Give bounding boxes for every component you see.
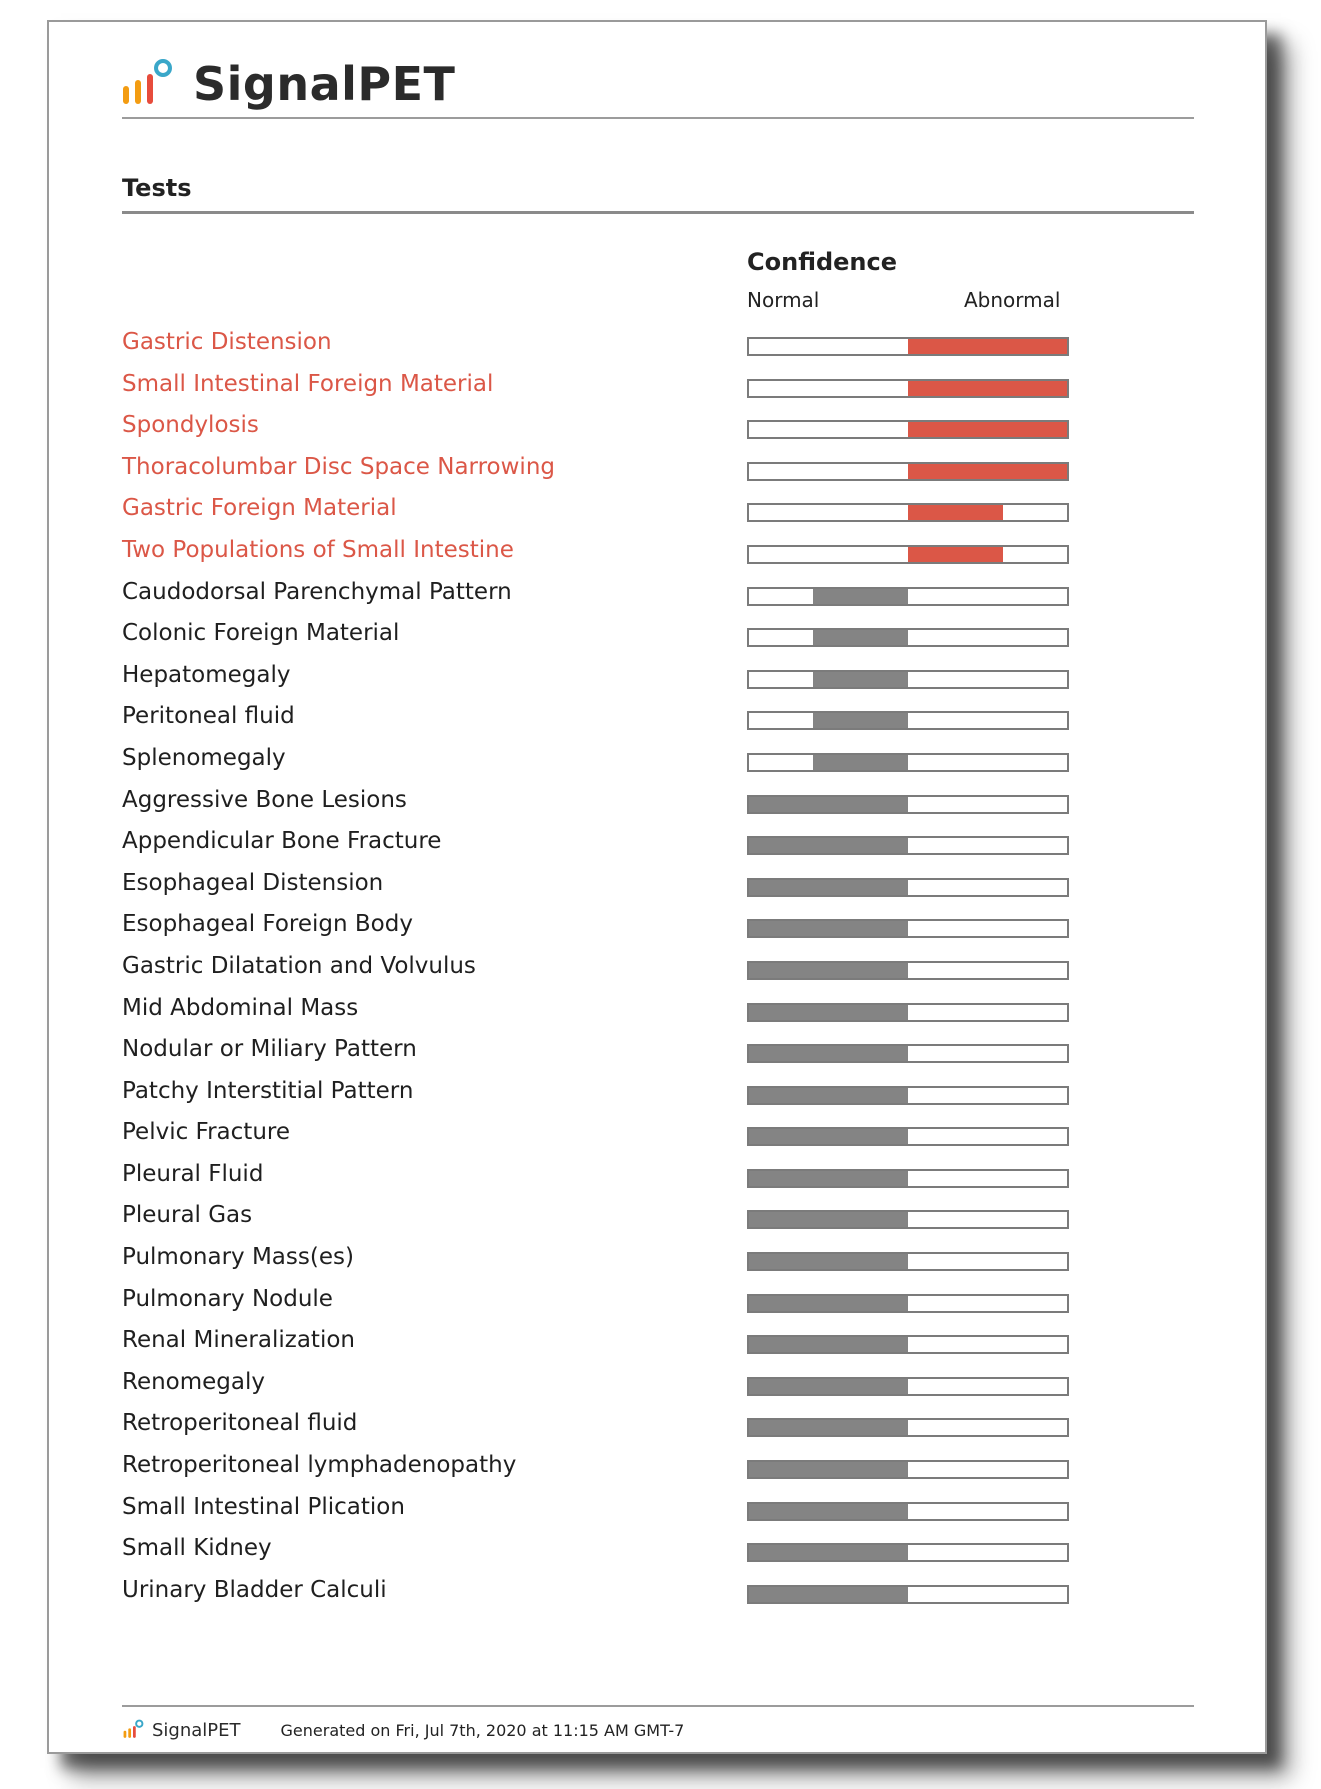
test-name: Spondylosis [122,412,259,439]
section-divider [122,211,1194,214]
confidence-bar-fill [908,505,1003,520]
test-row [122,993,1122,1035]
test-row [122,1325,1122,1367]
confidence-bar-fill [749,1212,908,1227]
test-name: Splenomegaly [122,744,286,771]
confidence-bar [747,1294,1069,1313]
test-name: Renomegaly [122,1368,265,1395]
test-name: Patchy Interstitial Pattern [122,1077,414,1104]
confidence-bar [747,1502,1069,1521]
test-row [122,660,1122,702]
test-row [122,1408,1122,1450]
test-name: Thoracolumbar Disc Space Narrowing [122,453,555,480]
confidence-title: Confidence [747,248,898,276]
test-name: Hepatomegaly [122,661,291,688]
confidence-bar-fill [813,672,908,687]
confidence-bar-fill [908,464,1067,479]
confidence-bar [747,420,1069,439]
confidence-bar-fill [749,1088,908,1103]
confidence-normal-label: Normal [747,288,820,312]
confidence-bar-fill [749,921,908,936]
test-row [122,535,1122,577]
test-row [122,868,1122,910]
test-row [122,1575,1122,1617]
footer-divider [122,1705,1194,1707]
confidence-bar [747,836,1069,855]
confidence-bar [747,1585,1069,1604]
test-name: Caudodorsal Parenchymal Pattern [122,578,512,605]
test-row [122,1117,1122,1159]
confidence-bar-fill [749,1337,908,1352]
test-row [122,1242,1122,1284]
test-row [122,701,1122,743]
test-row [122,909,1122,951]
test-name: Pleural Gas [122,1202,253,1229]
test-row [122,327,1122,369]
test-name: Two Populations of Small Intestine [122,536,514,563]
confidence-bar-fill [749,1005,908,1020]
confidence-bar-fill [749,1504,908,1519]
confidence-bar-fill [749,1129,908,1144]
test-row [122,1284,1122,1326]
confidence-bar [747,1210,1069,1229]
confidence-bar [747,753,1069,772]
test-name: Urinary Bladder Calculi [122,1576,387,1603]
test-row [122,452,1122,494]
test-name: Appendicular Bone Fracture [122,828,442,855]
test-row [122,618,1122,660]
confidence-bar [747,878,1069,897]
test-row [122,1034,1122,1076]
test-name: Retroperitoneal lymphadenopathy [122,1452,517,1479]
section-title: Tests [122,174,192,202]
confidence-bar-fill [749,1171,908,1186]
confidence-bar-fill [813,589,908,604]
confidence-bar-fill [908,339,1067,354]
test-row [122,951,1122,993]
confidence-bar [747,545,1069,564]
confidence-bar-fill [749,1462,908,1477]
footer [122,1715,684,1745]
confidence-bar [747,1127,1069,1146]
test-name: Small Kidney [122,1535,272,1562]
confidence-bar [747,337,1069,356]
test-name: Pleural Fluid [122,1160,264,1187]
test-name: Colonic Foreign Material [122,620,400,647]
confidence-bar-fill [908,422,1067,437]
test-name: Peritoneal fluid [122,703,295,730]
confidence-bar-fill [749,1254,908,1269]
confidence-bar [747,1252,1069,1271]
confidence-bar-fill [749,1046,908,1061]
confidence-bar [747,379,1069,398]
confidence-bar [747,1460,1069,1479]
test-name: Gastric Foreign Material [122,495,397,522]
confidence-bar [747,795,1069,814]
header-divider [122,117,1194,119]
test-name: Renal Mineralization [122,1327,355,1354]
test-row [122,1492,1122,1534]
confidence-bar-fill [749,1296,908,1311]
test-name: Pulmonary Mass(es) [122,1244,354,1271]
confidence-bar-fill [813,630,908,645]
confidence-bar-fill [908,381,1067,396]
confidence-bar [747,711,1069,730]
header-logo [119,44,455,124]
confidence-bar-fill [908,547,1003,562]
confidence-bar-fill [813,713,908,728]
test-row [122,410,1122,452]
confidence-bar [747,1543,1069,1562]
confidence-bar-fill [749,797,908,812]
confidence-bar-fill [749,1587,908,1602]
test-row [122,1450,1122,1492]
test-list [122,327,1122,1616]
confidence-bar [747,1377,1069,1396]
confidence-bar [747,587,1069,606]
confidence-bar-fill [749,1420,908,1435]
test-name: Retroperitoneal fluid [122,1410,358,1437]
test-row [122,1076,1122,1118]
confidence-bar [747,628,1069,647]
confidence-bar [747,1169,1069,1188]
test-row [122,369,1122,411]
confidence-bar [747,1003,1069,1022]
confidence-bar [747,961,1069,980]
confidence-bar [747,919,1069,938]
report-page [47,20,1267,1754]
confidence-bar [747,503,1069,522]
test-row [122,577,1122,619]
test-row [122,1159,1122,1201]
test-name: Pulmonary Nodule [122,1285,333,1312]
confidence-bar-fill [749,1545,908,1560]
test-row [122,493,1122,535]
confidence-bar-fill [749,838,908,853]
brand-name: SignalPET [193,57,456,111]
test-row [122,1533,1122,1575]
confidence-bar-fill [749,880,908,895]
test-row [122,826,1122,868]
test-row [122,1200,1122,1242]
test-name: Esophageal Foreign Body [122,911,413,938]
confidence-bar [747,462,1069,481]
confidence-bar-fill [749,963,908,978]
generated-timestamp: Generated on Fri, Jul 7th, 2020 at 11:15 AM GMT-7 [280,1720,685,1740]
test-name: Small Intestinal Foreign Material [122,370,494,397]
test-name: Mid Abdominal Mass [122,994,359,1021]
test-row [122,1367,1122,1409]
test-name: Gastric Dilatation and Volvulus [122,952,476,979]
signalpet-small-logo-icon [122,1719,144,1741]
signalpet-logo-icon [119,56,175,112]
test-name: Pelvic Fracture [122,1119,290,1146]
confidence-bar [747,1418,1069,1437]
test-row [122,743,1122,785]
confidence-bar [747,1086,1069,1105]
test-name: Nodular or Miliary Pattern [122,1036,417,1063]
test-name: Small Intestinal Plication [122,1493,405,1520]
confidence-bar [747,1335,1069,1354]
confidence-bar [747,670,1069,689]
confidence-abnormal-label: Abnormal [964,288,1061,312]
test-row [122,785,1122,827]
confidence-bar [747,1044,1069,1063]
confidence-bar-fill [813,755,908,770]
test-name: Gastric Distension [122,329,332,355]
footer-brand: SignalPET [152,1719,241,1741]
test-name: Aggressive Bone Lesions [122,786,407,813]
confidence-bar-fill [749,1379,908,1394]
test-name: Esophageal Distension [122,869,384,896]
